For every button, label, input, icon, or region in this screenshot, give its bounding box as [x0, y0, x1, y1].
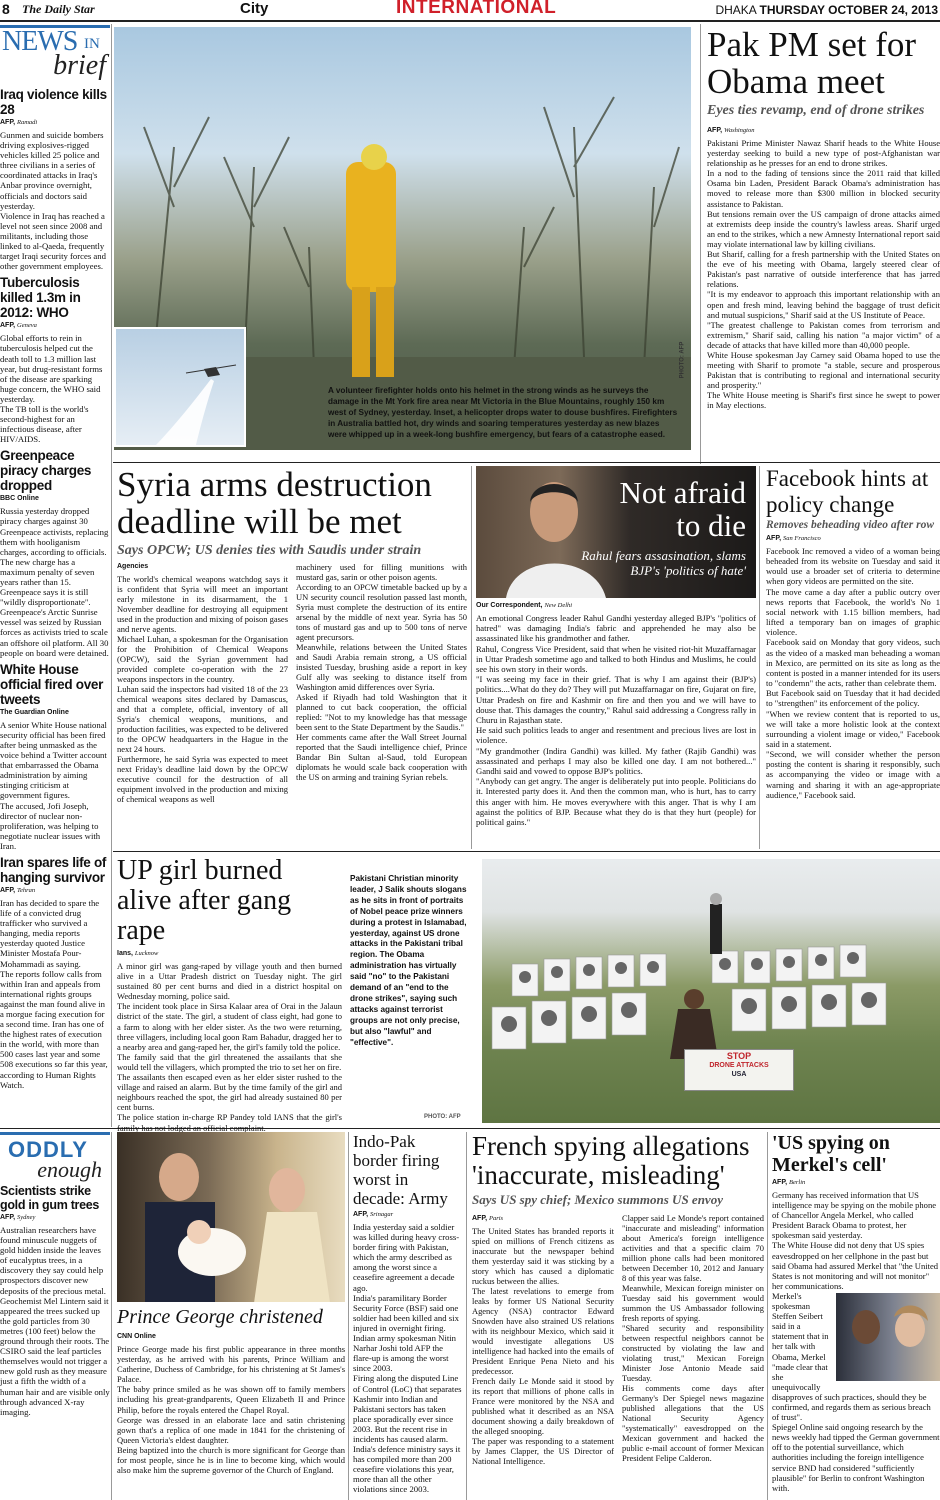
brief-item: [0, 275, 110, 444]
news-in-brief: [0, 25, 110, 1125]
byline: Our Correspondent, New Delhi: [476, 602, 573, 609]
george-photo: [117, 1132, 345, 1328]
byline: Agencies: [117, 563, 149, 570]
byline: The Guardian Online: [0, 708, 69, 716]
brief-headline: Iran spares life of hanging survivor: [0, 854, 107, 885]
pak-deck: Eyes ties revamp, end of drone strikes: [707, 103, 925, 118]
byline: AFP, Geneva: [0, 322, 37, 330]
firefighter-figure: [346, 144, 396, 377]
rahul-photo: [476, 466, 756, 598]
fire-caption: A volunteer firefighter holds onto his helmet in the strong winds as he surveys the damage in the Mt York fire area near Mt Victoria in the Blue Mountains, roughly 150 km west of Sydney, yesterday. Inset, a helicopter drops water to douse bushfires. Firefighters in Australia battled hot, dry winds and soaring temperatures yesterday as new blazes were whipped up in a week-long bushfire emergency, but fears of a catastrophe eased.: [328, 386, 678, 439]
dateline: DHAKA THURSDAY OCTOBER 24, 2013: [715, 3, 938, 17]
syria-deck: Says OPCW; US denies ties with Saudis under strain: [117, 543, 422, 558]
byline: AFP, San Francisco: [766, 535, 821, 542]
french-deck: Says US spy chief; Mexico summons US envoy: [472, 1192, 723, 1207]
pak-text: Pakistani Prime Minister Nawaz Sharif heads to the White House yesterday seeking to build a new type of post-Afghanistan war relationship as he presses for an end to drone strikes. In a nod to the fading of tensions since the 2011 raid that killed Osama bin Laden, President Barack Obama's administration has moved to release more than $300 million in blocked security assistance to Pakistan. But tensions remain over the US campaign of drone attacks aimed at extremists deep inside the country's lawless areas. Sharif urged an end to the strikes, which a new Amnesty International report said may violate international law by killing civilians. But Sharif, calling for a fresh partnership with the United States on the eve of his meeting with Obama, largely steered clear of Pakistan's past narrative of outside interference that has jarred relations. "It is my endeavor to approach this important relationship with an open and fresh mind, leaving behind the baggage of trust deficit and mutual suspicions," Sharif said at the US Institute of Peace. "The greatest challenge to Pakistan comes from terrorism and extremism," Sharif said, calling his nation "a major victim" of a decade of attacks that have killed more than 40,000 people. White House spokesman Jay Carney said Obama hoped to use the meeting with Sharif to promote "a stable, secure and prosperous Pakistan that is contributing to regional and international security and prosperity." The White House meeting is Sharif's first since he swept to power in May elections.: [707, 138, 940, 411]
french-text-col1: The United States has branded reports it spied on millions of French citizens as inaccurate but the newspaper behind them yesterday said it was sticking by a story which has caused a diplomatic ruckus between the allies. The latest revelations to emerge from leaks by former US National Security Agency (NSA) contractor Edward Snowden have also strained US relations with its neighbour Mexico, which said it would investigate allegations US intelligence had hacked into the emails of President Enrique Pena Nieto and his predecessor. French daily Le Monde said it stood by its report that millions of phone calls in France were monitored by the NSA and published what it described as an NSA document showing a daily breakdown of the alleged snooping. The paper was responding to a statement by James Clapper, the US Director of National Intelligence.: [472, 1226, 614, 1466]
protest-caption-block: [350, 874, 472, 1124]
merkel-headline: 'US spying on Merkel's cell': [772, 1132, 890, 1176]
syria-story: [117, 466, 467, 848]
byline: CNN Online: [117, 1333, 156, 1340]
indopak-text: India yesterday said a soldier was killed during heavy cross-border firing with Pakistan, which the army described as among the worst since a ceasefire agreement a decade ago. India's paramilitary Border Security Force (BSF) said one soldier had been killed and six injured in overnight firing. Indian army spokesman Nitin Narhar Joshi told AFP the flare-up is among the worst since 2003. Firing along the disputed Line of Control (LoC) that separates Kashmir into Indian and Pakistani sectors has taken place sporadically ever since 2003. But the recent rise in incidents has caused alarm. India's defence ministry says it has compiled more than 200 ceasefire violations this year, more than all the other violations since 2003.: [353, 1222, 462, 1495]
brief-headline: Greenpeace piracy charges dropped: [0, 448, 92, 494]
section-left: City: [240, 0, 269, 17]
byline: AFP, Paris: [472, 1215, 504, 1222]
facebook-headline: Facebook hints at policy change: [766, 466, 929, 517]
french-story: [472, 1132, 764, 1500]
merkel-text-1: Germany has received information that US intelligence may be spying on the mobile phone of Chancellor Angela Merkel, who called President Barack Obama to protest, her spokesman said yesterday. The White House did not deny that US spies eavesdropped on her cellphone in the past but said Obama had assured Merkel that "the United States is not monitoring and will not monitor" her communications.: [772, 1190, 939, 1291]
byline: AFP, Berlin: [772, 1179, 806, 1186]
french-headline: French spying allegations 'inaccurate, misleading': [472, 1131, 750, 1190]
photo-credit: PHOTO: AFP: [679, 341, 686, 379]
byline: Ians, Lucknow: [117, 950, 159, 957]
syria-text-col2: machinery used for filling munitions with mustard gas, sarin or other poison agents. According to an OPCW timetable backed up by a UN security council resolution passed last month, Syria must complete the destruction of its entire arsenal by the middle of next year. Syria has 50 tons of mustard gas and up to 500 tons of nerve agent precursors. Meanwhile, relations between the United States and Saudi Arabia remain strong, a US official insisted Tuesday, brushing aside a report in key Gulf ally was seeking to distance itself from Washington amid differences over Syria. Asked if Riyadh had told Washington that it planned to cut back cooperation, the official replied: "Not to my knowledge has that message been sent to the State Department by the Saudis." Her comments came after the Wall Street Journal reported that the Saudi intelligence chief, Prince Bandar Bin Sultan al-Saud, told European diplomats he would scale back cooperation with the US on arming and training Syrian rebels.: [296, 562, 467, 782]
up-story: [117, 855, 342, 1133]
protest-photo: [482, 859, 940, 1123]
oddly-text: Australian researchers have found minuscule nuggets of gold hidden inside the leaves of eucalyptus trees, in a discovery they say could help prospectors discover new deposits of the precious metal. Geochemist Mel Lintern said it appeared the trees sucked up the gold particles from 30 metres (100 feet) below the ground through their roots. The CSIRO said the leaf particles themselves would not trigger a new gold rush as they measure just a fifth the width of a human hair and are visible only through advanced X-ray imaging.: [0, 1225, 110, 1417]
page-header: [0, 0, 940, 22]
brief-text: Global efforts to rein in tuberculosis helped cut the death toll to 1.3 million last year, but drug-resistant forms of the disease are sparking huge concern, the WHO said yesterday. The TB toll is the world's second-highest for an infectious disease, after HIV/AIDS.: [0, 333, 103, 445]
indopak-story: [353, 1132, 463, 1500]
byline: AFP, Washington: [707, 127, 755, 134]
george-headline: Prince George christened: [117, 1302, 345, 1329]
up-headline: UP girl burned alive after gang rape: [117, 855, 292, 946]
rahul-headline: Not afraid to die: [619, 475, 746, 543]
facebook-deck: Removes beheading video after row: [766, 519, 935, 531]
syria-text-col1: The world's chemical weapons watchdog says it is confident that Syria will meet an important early milestone in its disarmament, the 1 November deadline for destroying all equipment used in the production and mixing of poison gases and nerve agents. Michael Luhan, a spokesman for the Organisation for the Prohibition of Chemical Weapons (OPCW), said the Syrian government had provided complete co-operation with the 27 weapons inspectors in the country. Luhan said the inspectors had visited 18 of the 23 chemical weapons sites declared by Damascus, and that a complete, official, inventory of all Syria's chemical weapons, munitions, and production facilities, was expected to be delivered to the OPCW headquarters in the Hague in the next 24 hours. Furthermore, he said Syria was expected to meet next Friday's deadline laid down by the OPCW executive council for the destruction of all equipment involved in the production and mixing of chemical weapons as well: [117, 574, 288, 804]
byline: BBC Online: [0, 495, 39, 503]
brief-headline: Tuberculosis killed 1.3m in 2012: WHO: [0, 275, 81, 321]
brief-item: [0, 448, 110, 657]
pak-story: [707, 26, 940, 456]
brief-item: [0, 87, 110, 271]
brief-item: [0, 662, 110, 851]
oddly-enough: [0, 1132, 110, 1500]
brief-headline: Iraq violence kills 28: [0, 87, 107, 117]
rahul-deck: Rahul fears assasination, slams BJP's 'politics of hate': [581, 548, 746, 578]
merkel-story: [772, 1132, 940, 1500]
rahul-story: [476, 466, 756, 848]
brief-text: Gunmen and suicide bombers driving explosives-rigged vehicles killed 25 police and three civilians in a series of coordinated attacks in Iraq's Anbar province overnight, officials and doctors said yesterday. Violence in Iraq has reached a level not seen since 2008 and militants, including those linked to al-Qaeda, frequently target Iraqi security forces and other government employees.: [0, 130, 106, 272]
rahul-text: An emotional Congress leader Rahul Gandhi yesterday alleged BJP's "politics of hatred" was damaging India's fabric and apprehended he may also be assassinated like his grandmother and father. Rahul, Congress Vice President, said that when he visited riot-hit Muzaffarnagar in Uttar Pradesh sometime ago and talked to both Hindus and Muslims, he could see his own story in their words. "I was seeing my face in their grief. That is why I am against their (BJP's) politics....What do they do? They will put Muzaffarnagar on fire, Gujarat on fire, Uttar Pradesh on fire and Kashmir on fire and then you and we will have to douse that. This damages the country," Rahul said addressing a Congress rally in Churu in Rajasthan state. He said such politics leads to anger and resentment and precious lives are lost in violence. "My grandmother (Indira Gandhi) was killed. My father (Rajib Gandhi) was assassinated and perhaps I may also be killed one day. I am not bothered..." Gandhi said and vowed to oppose BJP's politics. "Anybody can get angry. The anger is deliberately put into people. Politicians do it. Interested party does it. And then the common man, who is hurt, has to carry this anger with him. He moves everywhere with this anger. That is why I am against the politics of BJP. Because what they do is that they hurt (people) for political gains.": [476, 613, 756, 828]
oddly-headline: Scientists strike gold in gum trees: [0, 1184, 100, 1212]
brief-headline: White House official fired over tweets: [0, 661, 104, 707]
brief-text: Iran has decided to spare the life of a convicted drug trafficker who survived a hanging, media reports yesterday quoted Justice Minister Mostafa Pour-Mohammadi as saying. The reports follow calls from within Iran and appeals from international rights groups against the man found alive in a morgue facing execution for a second time. Iran has one of the highest rates of execution in the world, with more than 500 cases last year and some 508 executions so far this year, according to Human Rights Watch.: [0, 897, 108, 1090]
indopak-headline: Indo-Pak border firing worst in decade: Army: [353, 1132, 448, 1208]
inset-helicopter-photo: [114, 327, 246, 447]
merkel-text-2: Merkel's spokesman Steffen Seibert said in a statement that in her talk with Obama, Merkel "made clear that she unequivocally disapproves of such practices, should they be confirmed, and regards them as serious breach of trust". Spiegel Online said ongoing research by the news weekly had tipped the German government off to the potential surveillance, which authorities including the foreign intelligence service BND had considered "sufficiently plausible" for Berlin to confront Washington with.: [772, 1290, 940, 1493]
george-story: [117, 1132, 345, 1500]
page-number: 8: [2, 1, 10, 17]
oddly-title: ODDLY enough: [0, 1132, 110, 1184]
facebook-text: Facebook Inc removed a video of a woman being beheaded from its website on Tuesday and said it would use a broader set of criteria to determine when gory videos are permitted on the site. The move came a day after a public outcry over news reports that Facebook, the world's No 1 social network with 1.15 billion members, had lifted a temporary ban on images of graphic violence. Facebook said on Monday that gory videos, such as the video of a masked man beheading a woman in Mexico, are permitted on its site as long as the content is posted in a manner intended for its users to "condemn" the acts, rather than celebrate them. But Facebook said on Tuesday that it had decided to "strengthen" its enforcement of the policy. "When we review content that is reported to us, we will take a more holistic look at the context surrounding a violent image or video," Facebook said in a statement. "Second, we will consider whether the person posting the content is sharing it responsibly, such as accompanying the video or image with a warning and sharing it with an age-appropriate audience," Facebook said.: [766, 546, 940, 800]
protest-caption: Pakistani Christian minority leader, J Salik shouts slogans as he sits in front of portraits of Nobel peace prize winners during a protest in Islamabad, yesterday, against US drone attacks in the Pakistani tribal region. The Obama administration has virtually said "no" to the Pakistani demand of an "end to the drone strikes", saying such attacks against terrorist groups are not only precise, but also "lawful" and "effective".: [350, 874, 467, 1047]
brief-text: Russia yesterday dropped piracy charges against 30 Greenpeace activists, replacing them with hooliganism charges, according to officials. The new charge has a maximum penalty of seven years rather than 15. Greenpeace says it is still "wildly disproportionate". Greenpeace's Arctic Sunrise vessel was seized by Russian forces as activists tried to scale an offshore oil platform. All 30 people on board were detained.: [0, 506, 109, 658]
pak-headline: Pak PM set for Obama meet: [707, 25, 917, 101]
protest-sign: STOP DRONE ATTACKS USA: [684, 1049, 794, 1091]
brief-item: [0, 855, 110, 1090]
brief-title: NEWS IN brief: [0, 25, 110, 83]
byline: AFP, Ramadi: [0, 119, 38, 126]
section-title: INTERNATIONAL: [396, 0, 557, 18]
george-text: Prince George made his first public appearance in three months yesterday, as he arrived with his parents, Prince William and Catherine, Duchess of Cambridge, for his christening at St James's Palace. The baby prince smiled as he was shown off to family members including his great-grandparents, Queen Elizabeth II and Prince Philip, before the royals entered the Chapel Royal. George was dressed in an elaborate lace and satin christening gown that's a replica of one made in 1841 for the christening of Queen Victoria's eldest daughter. Being baptized into the church is more significant for George than for most people, since he is in line to become king, which would also make him the supreme governor of the Church of England.: [117, 1344, 345, 1476]
up-text: A minor girl was gang-raped by village youth and then burned alive in a Uttar Pradesh district on Tuesday night. The girl sustained 80 per cent burns and died in a district hospital on Wednesday morning, police said. The incident took place in Sirsa Kalaar area of Orai in the Jalaun district of the state. The girl, a student of class eight, had gone to a farm to along with her elder sister. As the two were returning, three villagers, including local goon Ram Bahadur, dragged her to a nearby area and gang-raped her, the girl's family told the police. The family said that the girl threatened the assailants that she would tell the villagers, which prompted the trio to set her on fire. The assailants then escaped even as her elder sister rushed to the village and raised an alarm. But by the time family of the girl and neighbours reached the spot, the girl had already sustained 80 per cent burns. The police station in-charge RP Pandey told IANS that the girl's family has not lodged an official complaint.: [117, 961, 342, 1133]
brief-text: A senior White House national security official has been fired after being unmasked as the voice behind a Twitter account that embarrassed the Obama administration by aiming stinging criticism at government figures. The accused, Jofi Joseph, director of nuclear non-proliferation, was helping to negotiate nuclear issues with Iran.: [0, 719, 107, 851]
french-text-col2: Clapper said Le Monde's report contained "inaccurate and misleading" information about America's foreign intelligence activities and that a specific claim 70 million phone calls had been monitored between December 10, 2012 and January 8 of this year was false. Meanwhile, Mexican foreign minister on Tuesday said his government would summon the US Ambassador following fresh reports of spying. "Shared security and responsibility between respectful neighbors cannot be constructed by violating the law and violating trust," Mexican Foreign Minister Jose Antonio Meade said Tuesday. His comments come days after Germany's Der Spiegel news magazine published allegations that the US National Security Agency "systematically" eavesdropped on the Mexican government and hacked the public e-mail account of former Mexican President Felipe Calderon.: [622, 1213, 764, 1463]
syria-headline: Syria arms destruction deadline will be met: [117, 465, 432, 541]
obama-merkel-photo: [836, 1293, 940, 1381]
newspaper-name: The Daily Star: [22, 2, 95, 16]
byline: AFP, Srinagar: [353, 1211, 394, 1218]
byline: AFP, Tehran: [0, 886, 36, 894]
byline: AFP, Sydney: [0, 1214, 36, 1221]
photo-credit: PHOTO: AFP: [424, 1114, 461, 1120]
facebook-story: [766, 466, 940, 848]
